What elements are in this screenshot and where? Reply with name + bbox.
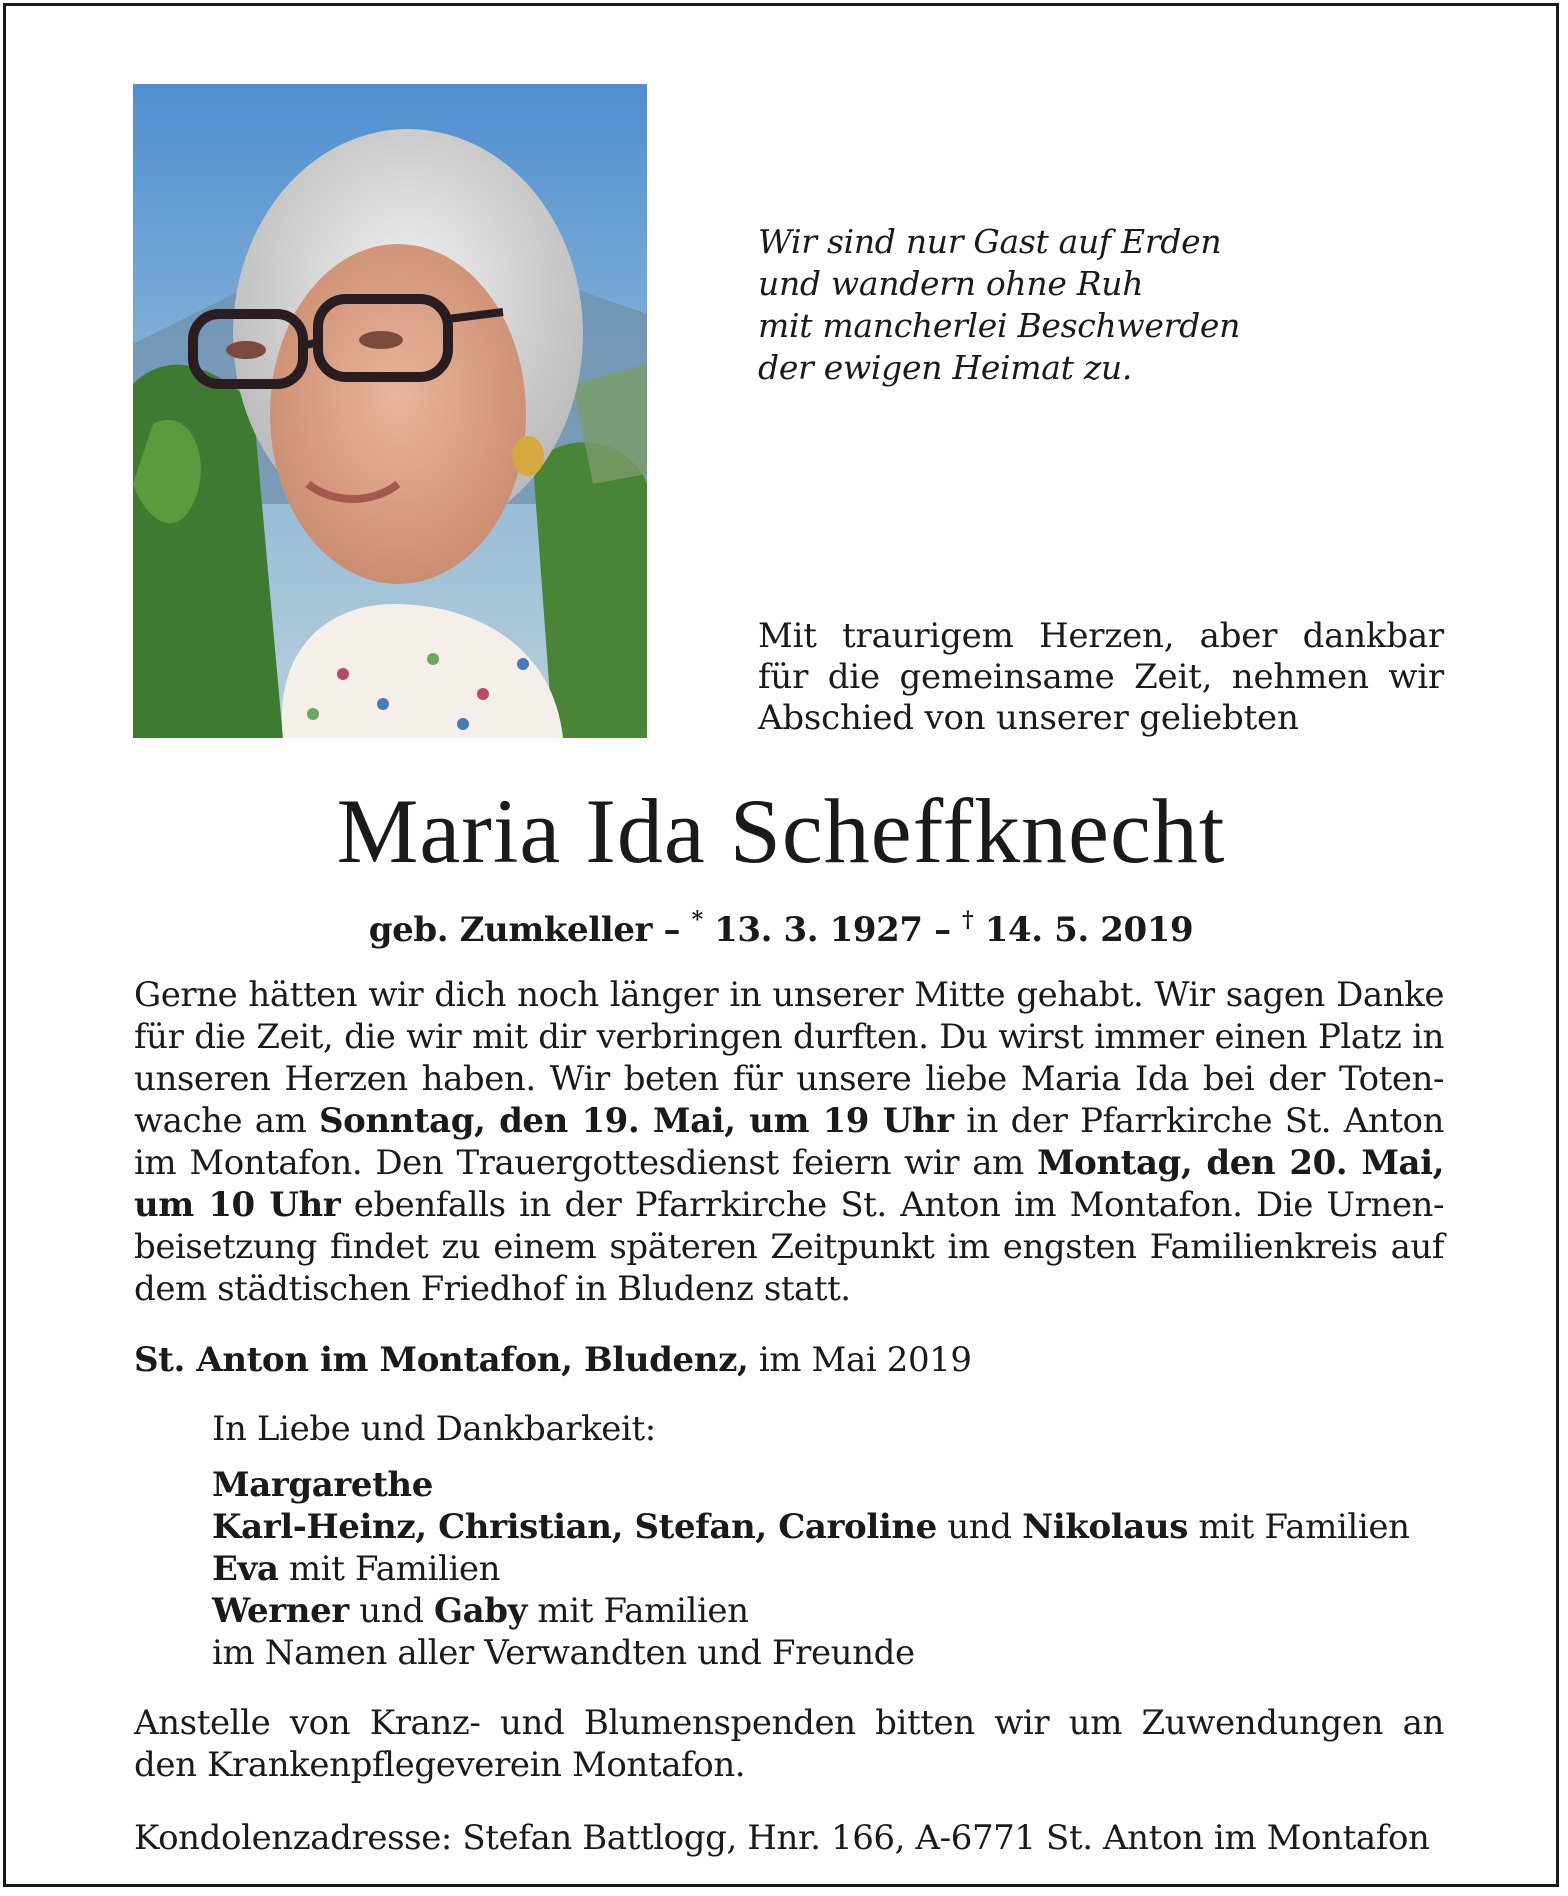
mourner-name: Karl-Heinz, Christian, Stefan, Caroline xyxy=(212,1507,937,1547)
life-dates xyxy=(6,908,1556,952)
portrait-image xyxy=(133,84,647,738)
mourners-heading: In Liebe und Dankbarkeit: xyxy=(212,1409,656,1449)
deceased-name: Maria Ida Scheffknecht xyxy=(336,780,1226,882)
poem xyxy=(758,221,1458,389)
obituary-notice xyxy=(3,3,1559,1887)
funeral-date: Montag, den 20. Mai, xyxy=(1037,1143,1444,1183)
body-text: wache am xyxy=(134,1101,320,1141)
portrait-photo xyxy=(133,84,647,738)
death-symbol: † xyxy=(962,907,974,933)
intro-line: Abschied von unserer geliebten xyxy=(758,698,1299,738)
poem-line: der ewigen Heimat zu. xyxy=(758,348,1133,387)
mourner-name: Eva xyxy=(212,1549,279,1589)
donation-line: den Krankenpflegeverein Montafon. xyxy=(134,1745,746,1785)
body-line xyxy=(134,1142,1444,1184)
place-name: St. Anton im Montafon, Bludenz, xyxy=(134,1340,749,1380)
mourner-row xyxy=(212,1506,1452,1548)
date-separator: – xyxy=(922,910,963,950)
donation-request xyxy=(134,1702,1444,1786)
maiden-name: geb. Zumkeller xyxy=(368,910,653,950)
body-text: ebenfalls in der Pfarrkirche St. Anton im Montafon. Die Urnen- xyxy=(340,1185,1445,1225)
mourner-name: Werner xyxy=(212,1591,349,1631)
poem-line: und wandern ohne Ruh xyxy=(758,264,1144,303)
birth-date: 13. 3. 1927 xyxy=(702,910,923,950)
intro-text xyxy=(758,616,1444,739)
date-separator: – xyxy=(652,910,692,950)
mourner-name: Nikolaus xyxy=(1022,1507,1188,1547)
place-and-date xyxy=(134,1338,1434,1382)
body-line: unseren Herzen haben. Wir beten für unsere liebe Maria Ida bei der Toten- xyxy=(134,1059,1444,1099)
funeral-time: um 10 Uhr xyxy=(134,1185,341,1225)
poem-line: mit mancherlei Beschwerden xyxy=(758,306,1241,345)
body-line: beisetzung findet zu einem späteren Zeitpunkt im engsten Familienkreis auf xyxy=(134,1227,1444,1267)
death-date: 14. 5. 2019 xyxy=(973,910,1194,950)
body-line: für die Zeit, die wir mit dir verbringen durften. Du wirst immer einen Platz in xyxy=(134,1017,1444,1057)
mourner-row xyxy=(212,1464,1452,1506)
body-line: Gerne hätten wir dich noch länger in unserer Mitte gehabt. Wir sagen Danke xyxy=(134,975,1444,1015)
mourner-text: und xyxy=(348,1591,435,1631)
body-text: in der Pfarrkirche St. Anton xyxy=(953,1101,1445,1141)
mourner-row xyxy=(212,1548,1452,1590)
mourner-text: und xyxy=(936,1507,1023,1547)
intro-line: für die gemeinsame Zeit, nehmen wir xyxy=(758,657,1444,697)
intro-line: Mit traurigem Herzen, aber dankbar xyxy=(758,616,1444,656)
notice-date: im Mai 2019 xyxy=(748,1340,972,1380)
donation-line: Anstelle von Kranz- und Blumenspenden bitten wir um Zuwendungen an xyxy=(134,1703,1444,1743)
poem-line: Wir sind nur Gast auf Erden xyxy=(758,222,1222,261)
mourner-name: Margarethe xyxy=(212,1465,433,1505)
mourner-row xyxy=(212,1590,1452,1632)
mourner-text: mit Familien xyxy=(527,1591,749,1631)
body-text: im Montafon. Den Trauergottesdienst feiern wir am xyxy=(134,1143,1037,1183)
body-line xyxy=(134,1184,1444,1226)
mourner-text: mit Familien xyxy=(1187,1507,1410,1547)
body-line: dem städtischen Friedhof in Bludenz statt. xyxy=(134,1269,851,1309)
mourner-name: Gaby xyxy=(434,1591,528,1631)
birth-symbol: * xyxy=(691,907,703,933)
condolence-address: Kondolenzadresse: Stefan Battlogg, Hnr. 166, A-6771 St. Anton im Montafon xyxy=(134,1818,1430,1858)
mourners-list xyxy=(212,1408,1452,1674)
wake-date: Sonntag, den 19. Mai, um 19 Uhr xyxy=(319,1101,954,1141)
mourner-row: im Namen aller Verwandten und Freunde xyxy=(212,1633,915,1673)
body-line xyxy=(134,1100,1444,1142)
announcement-body xyxy=(134,974,1444,1310)
mourner-text: mit Familien xyxy=(278,1549,501,1589)
